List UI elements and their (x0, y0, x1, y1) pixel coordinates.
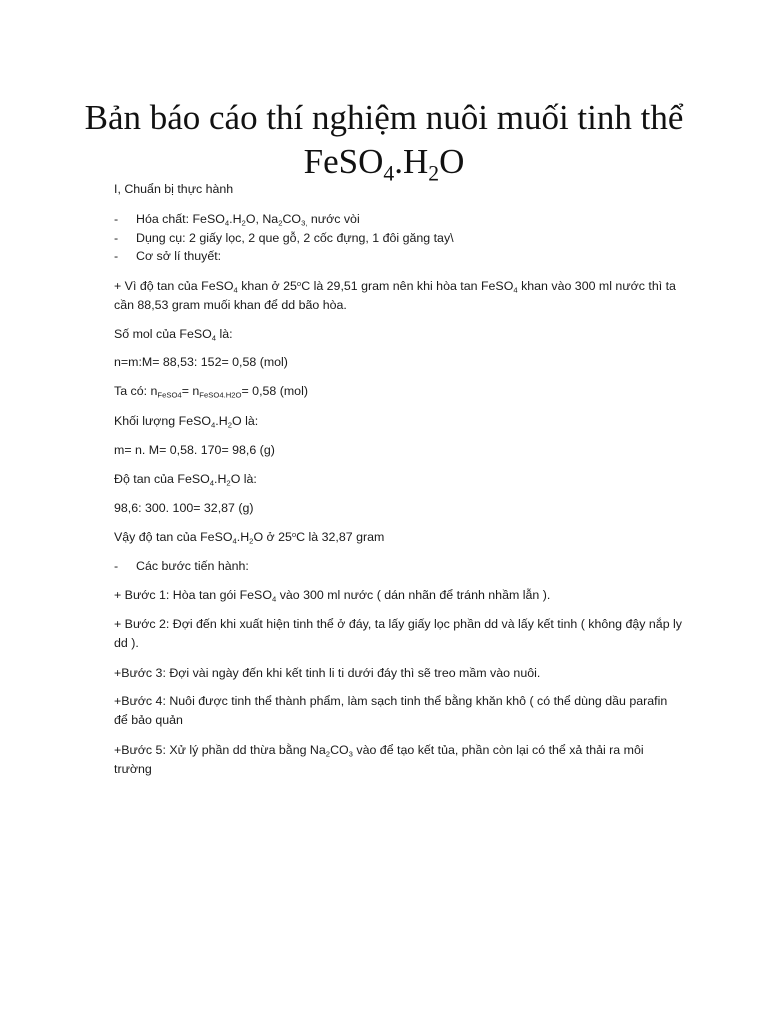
mol-heading: Số mol của FeSO$_4$ là: (114, 327, 233, 343)
step-2: + Bước 2: Đợi đến khi xuất hiện tinh thể ở đáy, ta lấy giấy lọc phần dd và lấy kết tinh ( không đậy nắp ly dd ). (114, 617, 682, 650)
calc-solubility: 98,6: 300. 100= 32,87 (g) (114, 501, 254, 515)
step-3: +Bước 3: Đợi vài ngày đến khi kết tinh li ti dưới đáy thì sẽ treo mầm vào nuôi. (114, 666, 541, 680)
solubility-heading: Độ tan của $FeSO_4.H_2O$ là: (114, 472, 257, 488)
bullet-dash: - (114, 249, 119, 263)
paragraph-solubility-line-2: cần 88,53 gram muối khan để dd bão hòa. (114, 298, 347, 312)
section-heading: I, Chuẩn bị thực hành (114, 182, 234, 196)
bullet-chemicals: Hóa chất: $FeSO_4.H_2O$, $Na_2CO_{3,}$ nước vòi (136, 212, 360, 228)
document-title (40, 96, 728, 184)
bullet-dash: - (114, 231, 119, 245)
bullet-dash: - (114, 559, 119, 573)
conclusion: Vậy độ tan của $FeSO_4.H_2O$ ở 25$^o$C là 32,87 gram (114, 530, 385, 546)
bullet-dash: - (114, 212, 119, 226)
title-line-2: $FeSO_4.H_2O$ (303, 142, 465, 186)
equation-taco: Ta có: $n_{FeSO4}= n_{FeSO4.H2O}= 0,58$ (mol) (114, 384, 308, 400)
calc-mass: m= n. M= 0,58. 170= 98,6 (g) (114, 443, 275, 457)
step-4: +Bước 4: Nuôi được tinh thể thành phẩm, làm sạch tinh thể bằng khăn khô ( có thể dùng dầu parafin để bảo quản (114, 694, 668, 727)
bullet-theory: Cơ sở lí thuyết: (136, 249, 222, 263)
bullet-tools: Dụng cụ: 2 giấy lọc, 2 que gỗ, 2 cốc đựng, 1 đôi găng tay\ (136, 231, 454, 245)
paragraph-solubility-line-1: + Vì độ tan của FeSO$_4$ khan ở 25$^o$C là 29,51 gram nên khi hòa tan FeSO$_4$ khan vào 300 ml nước thì ta (114, 279, 676, 295)
calc-mol: n=m:M= 88,53: 152= 0,58 (mol) (114, 355, 288, 369)
mass-heading: Khối lượng $FeSO_4.H_2O$ là: (114, 414, 259, 430)
title-line-1: Bản báo cáo thí nghiệm nuôi muối tinh thể (84, 98, 684, 137)
step-1: + Bước 1: Hòa tan gói FeSO$_4$ vào 300 ml nước ( dán nhãn để tránh nhầm lẫn ). (114, 588, 551, 604)
step-5: +Bước 5: Xử lý phần dd thừa bằng $Na_2CO_3$ vào để tạo kết tủa, phần còn lại có thể xả thải ra môi trường (114, 743, 644, 776)
steps-heading: Các bước tiến hành: (136, 559, 249, 573)
